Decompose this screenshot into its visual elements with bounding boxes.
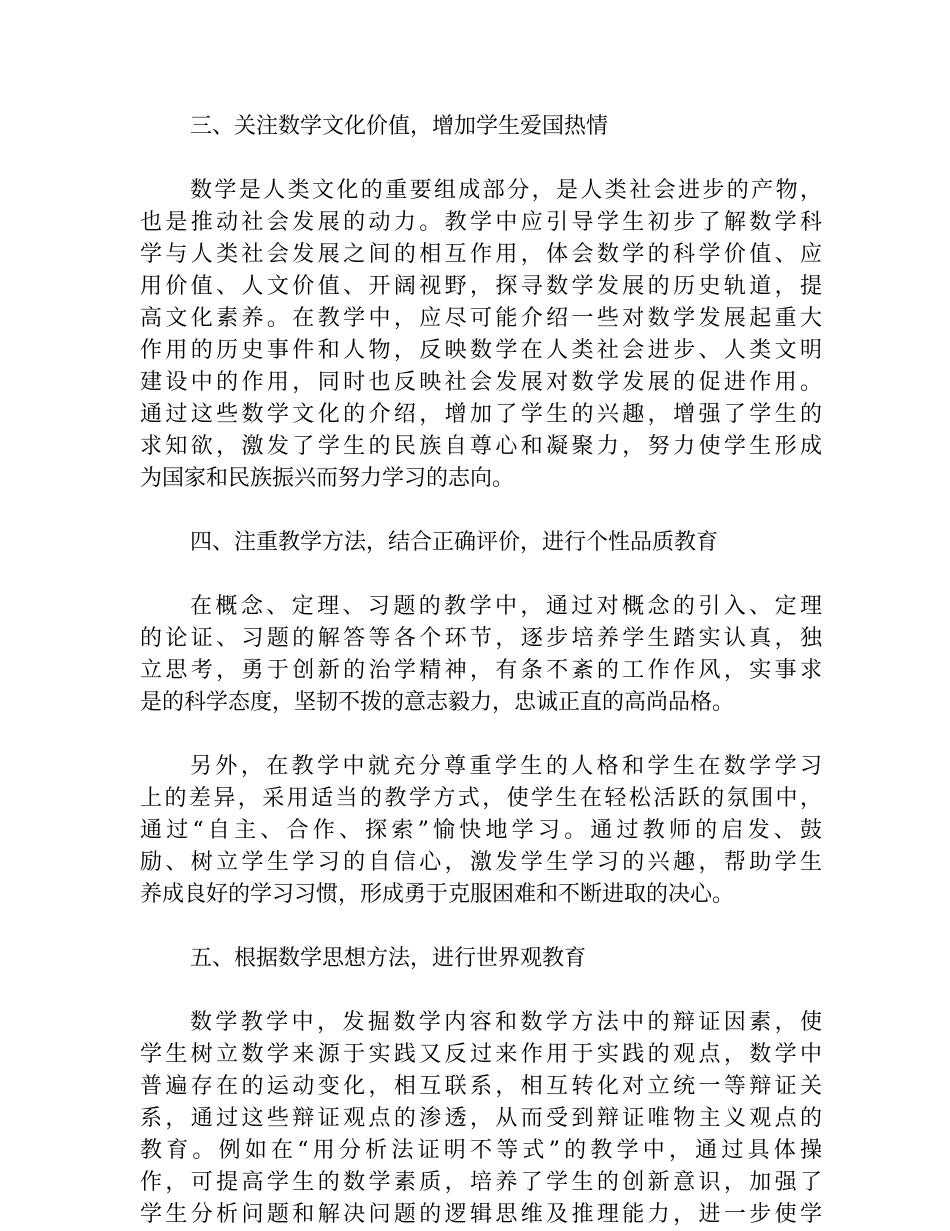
- text-line: 通过这些数学文化的介绍，增加了学生的兴趣，增强了学生的: [140, 402, 822, 427]
- text-line: 的论证、习题的解答等各个环节，逐步培养学生踏实认真，独: [140, 626, 822, 651]
- text-line: 数学是人类文化的重要组成部分，是人类社会进步的产物，: [190, 178, 822, 203]
- text-line: 励、树立学生学习的自信心，激发学生学习的兴趣，帮助学生: [140, 850, 822, 875]
- text-line: 用价值、人文价值、开阔视野，探寻数学发展的历史轨道，提: [140, 274, 822, 299]
- text-line: 上的差异，采用适当的教学方式，使学生在轻松活跃的氛围中，: [140, 786, 822, 811]
- text-line: 建设中的作用，同时也反映社会发展对数学发展的促进作用。: [140, 370, 822, 395]
- text-line: 是的科学态度，坚韧不拨的意志毅力，忠诚正直的高尚品格。: [140, 690, 735, 715]
- text-line: 立思考，勇于创新的治学精神，有条不紊的工作作风，实事求: [140, 658, 822, 683]
- text-line: 普遍存在的运动变化，相互联系，相互转化对立统一等辩证关: [140, 1074, 822, 1099]
- text-line: 在概念、定理、习题的教学中，通过对概念的引入、定理: [190, 594, 822, 619]
- document-body: [140, 111, 822, 1231]
- section-heading: 三、关注数学文化价值，增加学生爱国热情: [190, 114, 609, 139]
- text-line: 求知欲，激发了学生的民族自尊心和凝聚力，努力使学生形成: [140, 434, 822, 459]
- text-line: 学生树立数学来源于实践又反过来作用于实践的观点，数学中: [140, 1042, 822, 1067]
- section-heading: 四、注重教学方法，结合正确评价，进行个性品质教育: [190, 530, 719, 555]
- section-heading: 五、根据数学思想方法，进行世界观教育: [190, 946, 587, 971]
- text-line: 数学教学中，发掘数学内容和数学方法中的辩证因素，使: [190, 1010, 822, 1035]
- text-line: 系，通过这些辩证观点的渗透，从而受到辩证唯物主义观点的: [140, 1106, 822, 1131]
- text-line: 教育。例如在“用分析法证明不等式”的教学中，通过具体操: [140, 1138, 822, 1163]
- text-line: 也是推动社会发展的动力。教学中应引导学生初步了解数学科: [140, 210, 822, 235]
- text-line: 作，可提高学生的数学素质，培养了学生的创新意识，加强了: [140, 1170, 822, 1195]
- text-line: 为国家和民族振兴而努力学习的志向。: [140, 466, 515, 491]
- paragraph: [140, 591, 822, 719]
- text-line: 学生分析问题和解决问题的逻辑思维及推理能力，进一步使学: [140, 1202, 822, 1227]
- text-line: 另外，在教学中就充分尊重学生的人格和学生在数学学习: [190, 754, 822, 779]
- text-line: 高文化素养。在教学中，应尽可能介绍一些对数学发展起重大: [140, 306, 822, 331]
- paragraph: [140, 175, 822, 495]
- text-line: 学与人类社会发展之间的相互作用，体会数学的科学价值、应: [140, 242, 822, 267]
- text-line: 作用的历史事件和人物，反映数学在人类社会进步、人类文明: [140, 338, 822, 363]
- text-line: 养成良好的学习习惯，形成勇于克服困难和不断进取的决心。: [140, 882, 735, 907]
- text-line: 通过“自主、合作、探索”愉快地学习。通过教师的启发、鼓: [140, 818, 822, 843]
- paragraph: [140, 751, 822, 911]
- paragraph: [140, 1007, 822, 1231]
